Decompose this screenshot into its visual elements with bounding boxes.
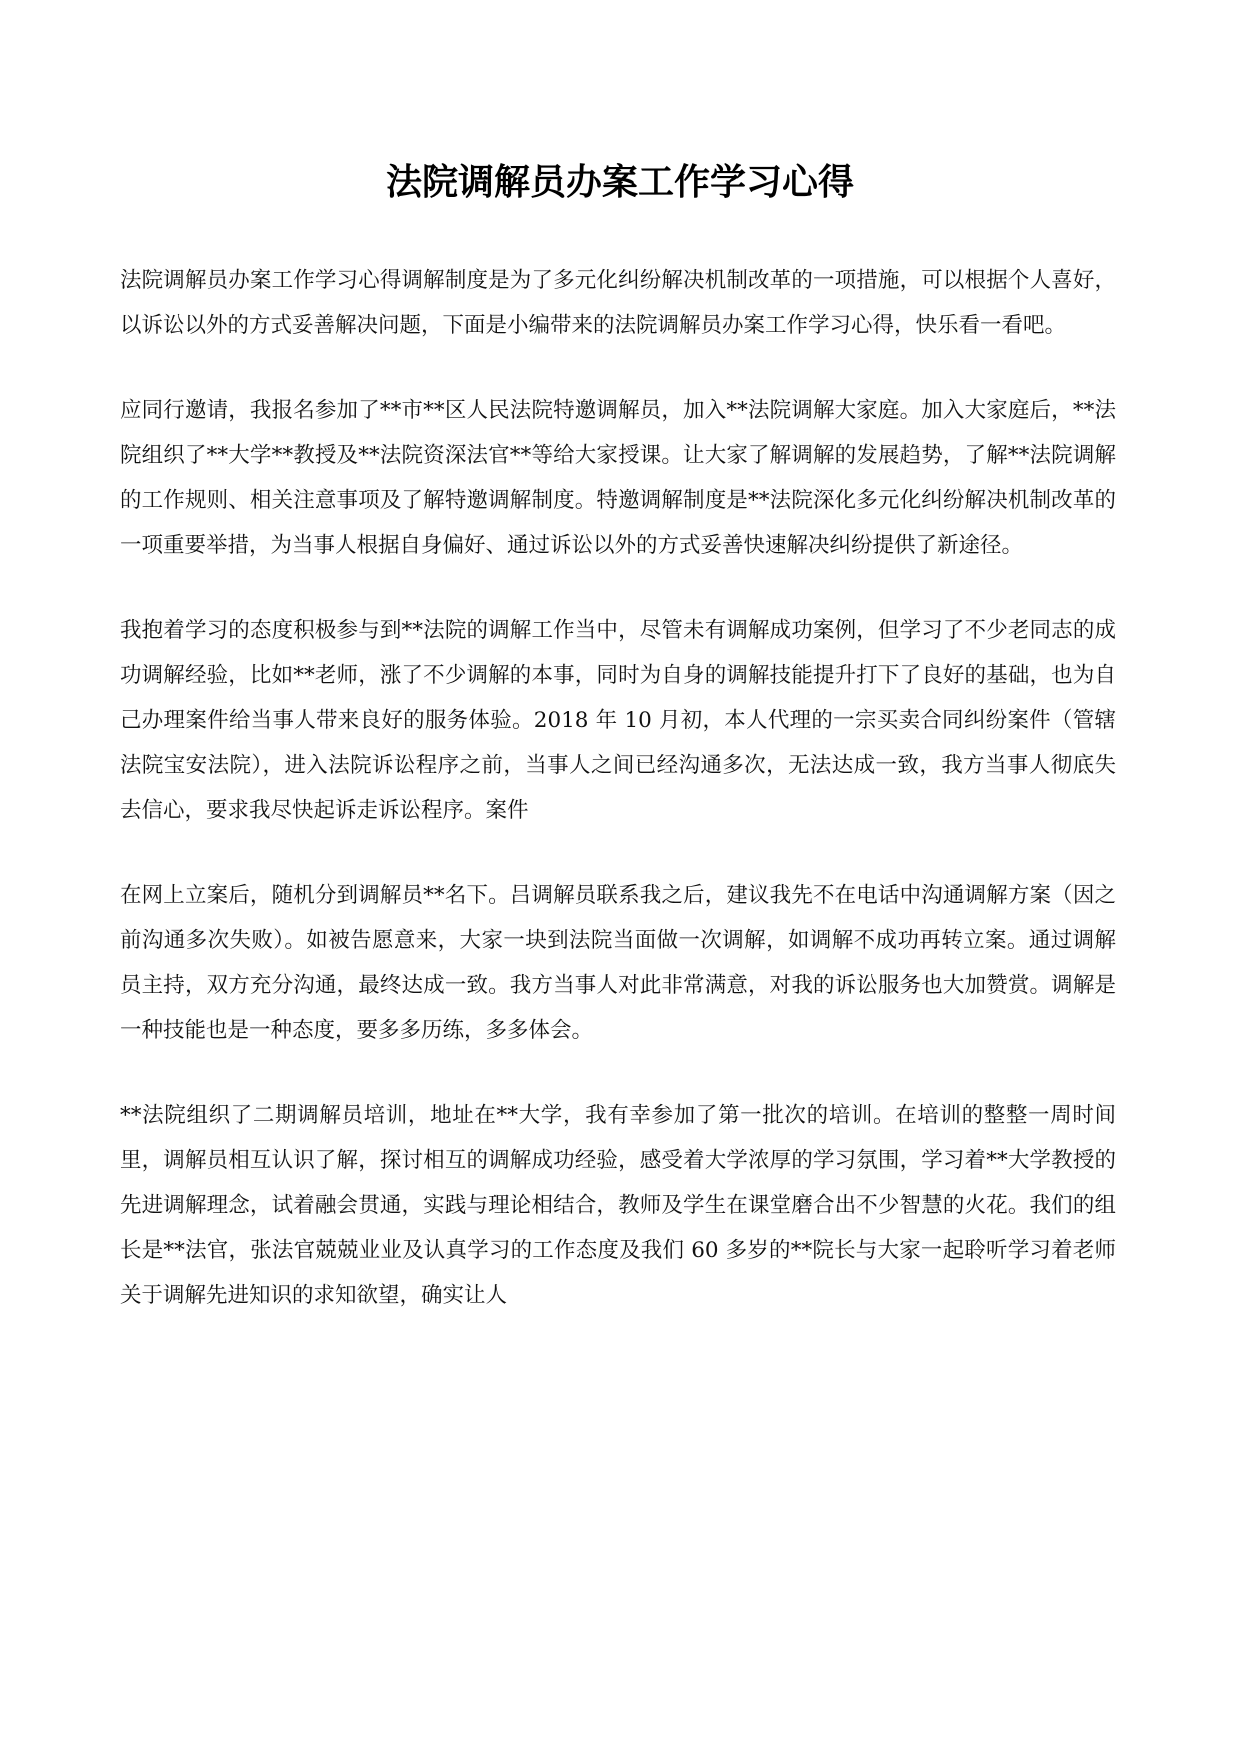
paragraph-case-experience: 我抱着学习的态度积极参与到**法院的调解工作当中，尽管未有调解成功案例，但学习了不少老同志的成功调解经验，比如**老师，涨了不少调解的本事，同时为自身的调解技能提升打下了良好的基础，也为自己办理案件给当事人带来良好的服务体验。2018 年 10 月初，本人代理的一宗买卖合同纠纷案件（管辖法院宝安法院），进入法院诉讼程序之前，当事人之间已经沟通多次，无法达成一致，我方当事人彻底失去信心，要求我尽快起诉走诉讼程序。案件	[120, 618, 1116, 823]
document-body	[120, 258, 1116, 1358]
paragraph-invitation: 应同行邀请，我报名参加了**市**区人民法院特邀调解员，加入**法院调解大家庭。加入大家庭后，**法院组织了**大学**教授及**法院资深法官**等给大家授课。让大家了解调解的发展趋势，了解**法院调解的工作规则、相关注意事项及了解特邀调解制度。特邀调解制度是**法院深化多元化纠纷解决机制改革的一项重要举措，为当事人根据自身偏好、通过诉讼以外的方式妥善快速解决纠纷提供了新途径。	[120, 398, 1116, 558]
paragraph-intro: 法院调解员办案工作学习心得调解制度是为了多元化纠纷解决机制改革的一项措施，可以根据个人喜好，以诉讼以外的方式妥善解决问题，下面是小编带来的法院调解员办案工作学习心得，快乐看一看吧。	[120, 268, 1116, 338]
document-title: 法院调解员办案工作学习心得	[385, 161, 854, 203]
paragraph-training: **法院组织了二期调解员培训，地址在**大学，我有幸参加了第一批次的培训。在培训的整整一周时间里，调解员相互认识了解，探讨相互的调解成功经验，感受着大学浓厚的学习氛围，学习着**大学教授的先进调解理念，试着融会贯通，实践与理论相结合，教师及学生在课堂磨合出不少智慧的火花。我们的组长是**法官，张法官兢兢业业及认真学习的工作态度及我们 60 多岁的**院长与大家一起聆听学习着老师关于调解先进知识的求知欲望，确实让人	[120, 1103, 1116, 1308]
paragraph-mediation-result: 在网上立案后，随机分到调解员**名下。吕调解员联系我之后，建议我先不在电话中沟通调解方案（因之前沟通多次失败）。如被告愿意来，大家一块到法院当面做一次调解，如调解不成功再转立案。通过调解员主持，双方充分沟通，最终达成一致。我方当事人对此非常满意，对我的诉讼服务也大加赞赏。调解是一种技能也是一种态度，要多多历练，多多体会。	[120, 883, 1116, 1043]
